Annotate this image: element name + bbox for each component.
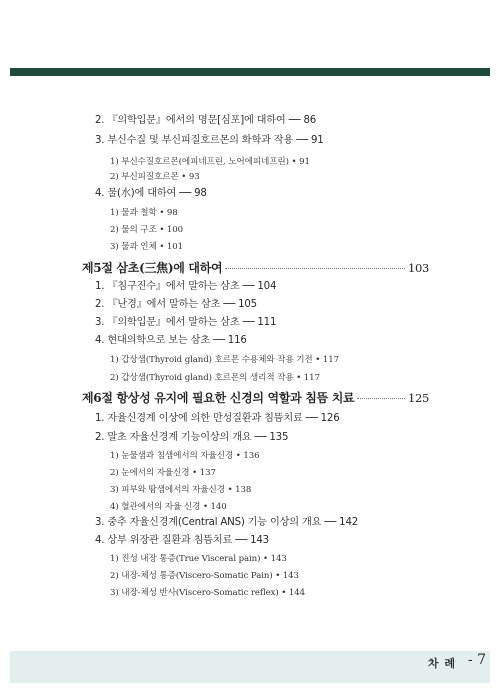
section-page: 125 xyxy=(407,391,429,405)
toc-subentry[interactable]: 2) 갑상샘(Thyroid gland) 호르몬의 생리적 작용 • 117 xyxy=(110,373,320,383)
page-number: - 7 xyxy=(467,652,486,668)
footer-band xyxy=(10,651,490,683)
toc-subentry[interactable]: 3) 물과 인체 • 101 xyxy=(110,242,184,252)
toc-section-heading[interactable] xyxy=(82,391,429,405)
toc-entry[interactable]: 1. 자율신경계 이상에 의한 만성질환과 침뜸치료 ── 126 xyxy=(95,413,340,424)
section-page: 103 xyxy=(407,261,429,275)
footer-label: 차 례 xyxy=(427,657,456,670)
toc-subentry[interactable]: 1) 물과 철학 • 98 xyxy=(110,208,178,218)
toc-subentry[interactable]: 2) 물의 구조 • 100 xyxy=(110,225,184,235)
toc-entry[interactable]: 4. 물(水)에 대하여 ── 98 xyxy=(95,188,207,199)
section-title: 제6절 항상성 유지에 필요한 신경의 역할과 침뜸 치료 xyxy=(82,391,355,405)
toc-subentry[interactable]: 1) 갑상샘(Thyroid gland) 호르몬 수용체와 작용 기전 • 117 xyxy=(110,355,339,365)
toc-subentry[interactable]: 2) 내장-체성 통증(Viscero-Somatic Pain) • 143 xyxy=(110,571,299,581)
dot-leader xyxy=(225,268,405,269)
toc-subentry[interactable]: 1) 눈물샘과 침샘에서의 자율신경 • 136 xyxy=(110,451,260,461)
toc-subentry[interactable]: 3) 피부와 땀샘에서의 자율신경 • 138 xyxy=(110,485,252,495)
toc-entry[interactable]: 3. 『의학입문』에서 말하는 삼초 ── 111 xyxy=(95,317,277,328)
toc-entry[interactable]: 2. 말초 자율신경계 기능이상의 개요 ── 135 xyxy=(95,432,289,443)
toc-entry[interactable]: 2. 『의학입문』에서의 명문[심포]에 대하여 ── 86 xyxy=(95,115,317,126)
toc-section-heading[interactable] xyxy=(82,261,429,275)
toc-entry[interactable]: 1. 『침구진수』에서 말하는 삼초 ── 104 xyxy=(95,281,277,292)
toc-subentry[interactable]: 1) 부신수질호르몬(에피네프린, 노어에피네프린) • 91 xyxy=(110,157,310,167)
toc-subentry[interactable]: 4) 혈관에서의 자율 신경 • 140 xyxy=(110,502,227,512)
toc-subentry[interactable]: 1) 진성 내장 통증(True Visceral pain) • 143 xyxy=(110,554,287,564)
toc-entry[interactable]: 4. 상부 위장관 질환과 침뜸치료 ── 143 xyxy=(95,535,269,546)
dot-leader xyxy=(357,398,405,399)
toc-subentry[interactable]: 3) 내장-체성 반사(Viscero-Somatic reflex) • 144 xyxy=(110,588,305,598)
section-title: 제5절 삼초(三焦)에 대하여 xyxy=(82,261,223,275)
toc-entry[interactable]: 3. 부신수질 및 부신피질호르몬의 화학과 작용 ── 91 xyxy=(95,135,324,146)
toc-entry[interactable]: 4. 현대의학으로 보는 삼초 ── 116 xyxy=(95,335,247,346)
toc-entry[interactable]: 3. 중추 자율신경계(Central ANS) 기능 이상의 개요 ── 142 xyxy=(95,517,359,528)
toc-subentry[interactable]: 2) 부신피질호르몬 • 93 xyxy=(110,172,200,182)
toc-subentry[interactable]: 2) 눈에서의 자율신경 • 137 xyxy=(110,468,216,478)
toc-entry[interactable]: 2. 『난경』에서 말하는 삼초 ── 105 xyxy=(95,299,257,310)
